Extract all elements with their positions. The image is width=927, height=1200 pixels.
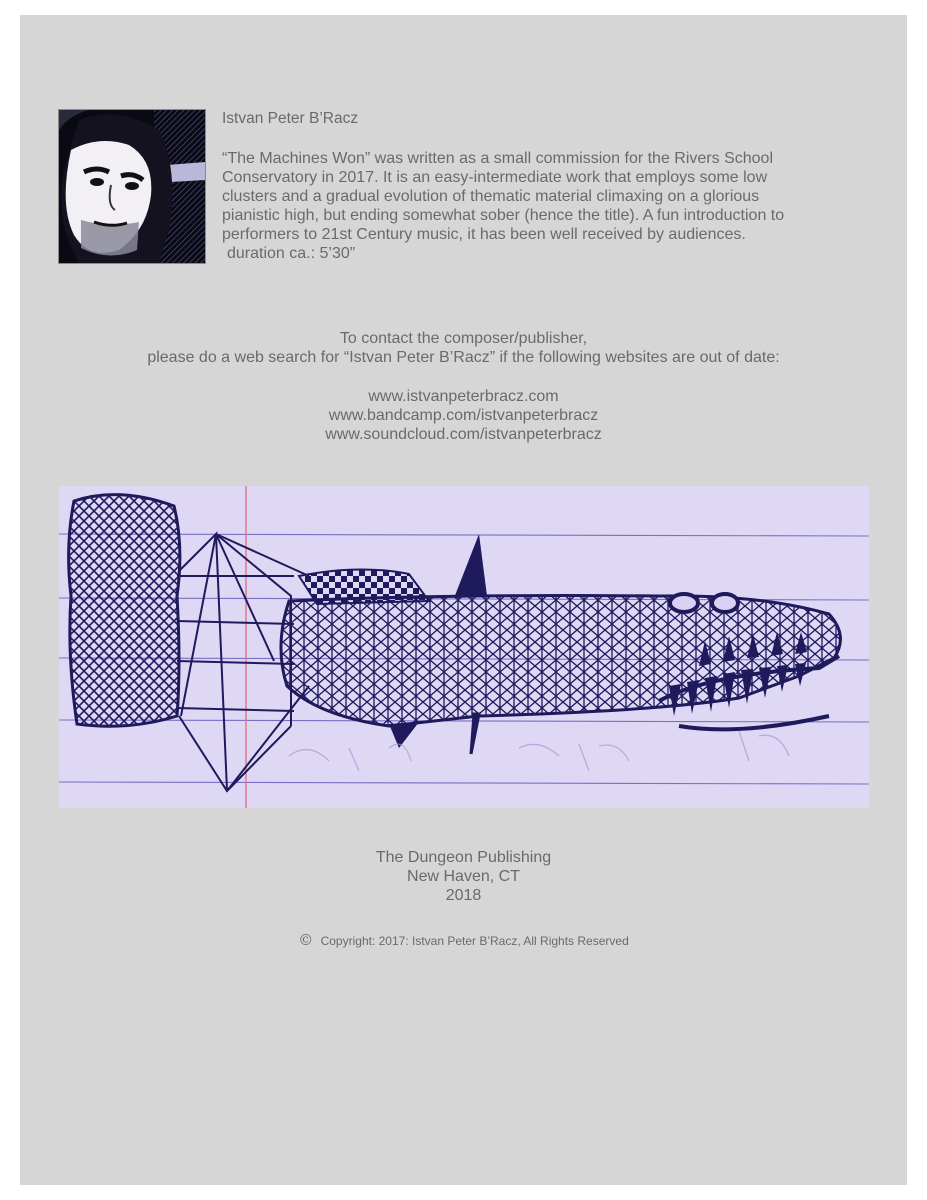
copyright-icon: ©: [298, 931, 314, 949]
website-link[interactable]: www.bandcamp.com/istvanpeterbracz: [328, 407, 599, 424]
copyright-text: Copyright: 2017: Istvan Peter B’Racz, All Rights Reserved: [320, 934, 629, 948]
bio-line: “The Machines Won” was written as a small commission for the Rivers School: [222, 150, 773, 167]
duration: duration ca.: 5’30”: [227, 245, 356, 262]
machine-creature-drawing: [59, 486, 869, 808]
author-name: Istvan Peter B’Racz: [222, 110, 359, 127]
publisher-location: New Haven, CT: [407, 868, 520, 885]
composer-portrait: [58, 109, 206, 264]
website-link[interactable]: www.istvanpeterbracz.com: [368, 388, 559, 405]
bio-line: performers to 21st Century music, it has been well received by audiences.: [222, 226, 746, 243]
work-description: [222, 149, 822, 263]
copyright-notice: [0, 931, 927, 949]
bio-line: pianistic high, but ending somewhat sober (hence the title). A fun introduction to: [222, 207, 785, 224]
contact-line-1: To contact the composer/publisher,: [339, 330, 588, 347]
publication-year: 2018: [445, 887, 482, 904]
publisher-name: The Dungeon Publishing: [375, 849, 552, 866]
bio-line: Conservatory in 2017. It is an easy-intermediate work that employs some low: [222, 169, 768, 186]
bio-line: clusters and a gradual evolution of thematic material climaxing on a glorious: [222, 188, 760, 205]
contact-line-2: please do a web search for “Istvan Peter B’Racz” if the following websites are out of date:: [147, 349, 780, 366]
website-link[interactable]: www.soundcloud.com/istvanpeterbracz: [325, 426, 602, 443]
